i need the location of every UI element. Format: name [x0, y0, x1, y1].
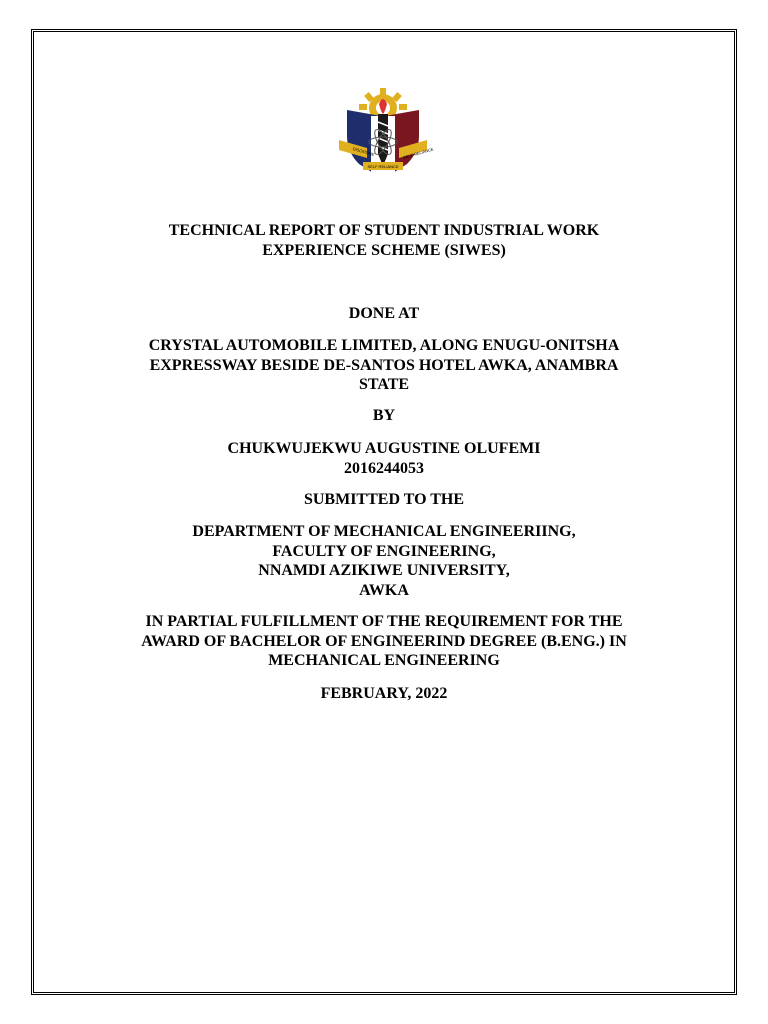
student-reg-number: 2016244053 [344, 459, 424, 477]
by-text: BY [372, 407, 396, 424]
city: AWKA [359, 581, 409, 599]
ribbon-right-text: SELF-RELIANCE [402, 146, 435, 160]
purpose-line-1: IN PARTIAL FULFILLMENT OF THE REQUIREMENT FOR THE [145, 613, 623, 630]
report-title-line-1: TECHNICAL REPORT OF STUDENT INDUSTRIAL WORK [168, 222, 600, 239]
submitted-to-text: SUBMITTED TO THE [303, 491, 465, 508]
ribbon-bottom-text: SELF RELIANCE [367, 164, 399, 169]
done-at-label [60, 304, 708, 324]
report-title-line-2: EXPERIENCE SCHEME (SIWES) [262, 241, 506, 259]
faculty: FACULTY OF ENGINEERING, [272, 542, 496, 560]
company-line-2: EXPRESSWAY BESIDE DE-SANTOS HOTEL AWKA, ANAMBRA [149, 356, 619, 374]
date-text: FEBRUARY, 2022 [320, 685, 448, 702]
submitted-to-label [60, 490, 708, 510]
done-at-text: DONE AT [348, 305, 420, 322]
student-name: CHUKWUJEKWU AUGUSTINE OLUFEMI [227, 440, 541, 457]
ribbon-left-text: DISCIPLINE [352, 146, 375, 158]
university-crest-logo [337, 86, 435, 182]
report-title [60, 221, 708, 260]
university: NNAMDI AZIKIWE UNIVERSITY, [258, 562, 510, 579]
submission-date [60, 684, 708, 704]
company-line-3: STATE [358, 376, 410, 393]
department: DEPARTMENT OF MECHANICAL ENGINEERIING, [192, 523, 576, 540]
student-details [60, 439, 708, 478]
purpose-line-3: MECHANICAL ENGINEERING [268, 652, 500, 669]
company-line-1: CRYSTAL AUTOMOBILE LIMITED, ALONG ENUGU-ONITSHA [148, 337, 620, 354]
by-label [60, 406, 708, 426]
purpose-line-2: AWARD OF BACHELOR OF ENGINEERIND DEGREE (B.ENG.) IN [141, 632, 627, 650]
institution-details [60, 522, 708, 600]
company-address [60, 336, 708, 395]
purpose-statement [60, 612, 708, 671]
